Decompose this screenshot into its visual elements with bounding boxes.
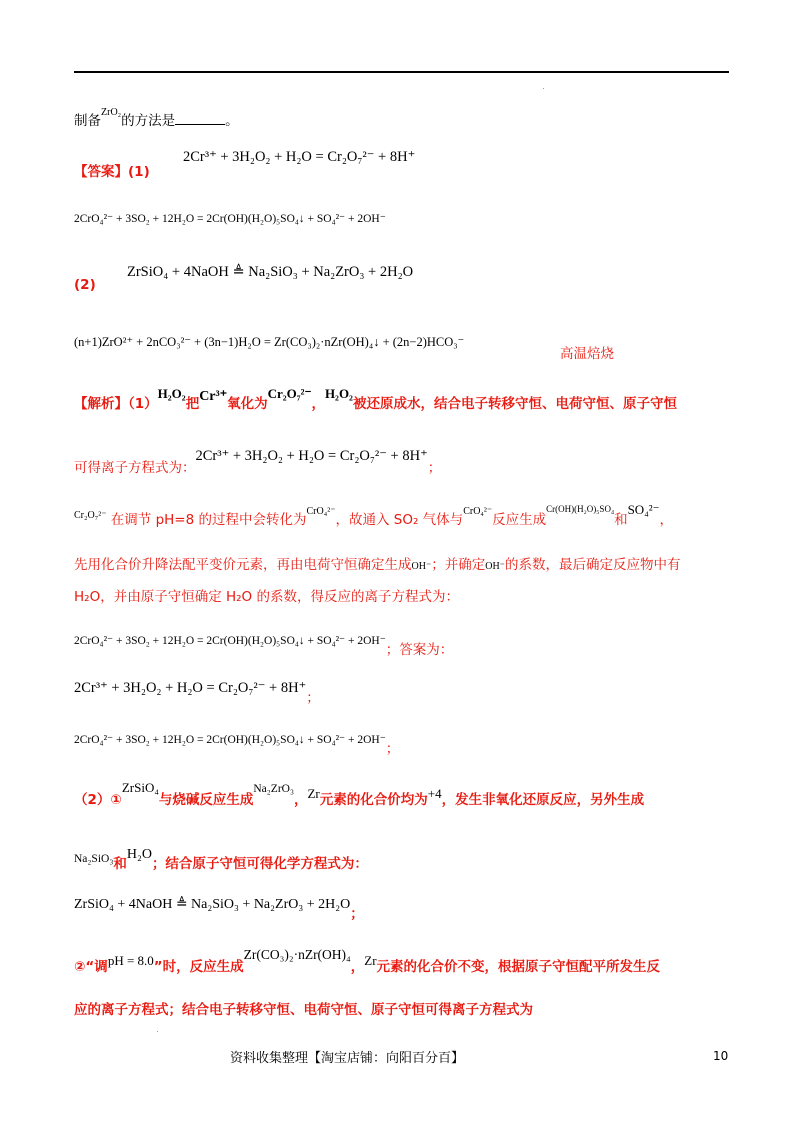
scan-dot bbox=[543, 88, 544, 89]
analysis-line-2: 可得离子方程式为：2Cr³⁺ + 3H₂O₂ + H₂O = Cr₂O₇²⁻ + 8H⁺； bbox=[74, 448, 442, 476]
analysis-part-2-line-2: Na₂SiO₃和H₂O；结合原子守恒可得化学方程式为： bbox=[74, 847, 368, 872]
analysis-part-2-line-5: 应的离子方程式；结合电子转移守恒、电荷守恒、原子守恒可得离子方程式为 bbox=[74, 1002, 533, 1018]
analysis-line-1: 【解析】（1）H₂O₂把Cr³⁺氧化为Cr₂O₇²⁻，H₂O₂被还原成水，结合电子转移守恒、电荷守恒、原子守恒 bbox=[74, 386, 677, 412]
answer-roasting: 高温焙烧 bbox=[560, 346, 614, 362]
answer-number-2: (2) bbox=[74, 277, 96, 293]
answer-heading: 【答案】(1) bbox=[74, 164, 150, 180]
answer-blank bbox=[175, 113, 225, 125]
analysis-line-5: H₂O，并由原子守恒确定 H₂O 的系数，得反应的离子方程式为： bbox=[74, 589, 459, 605]
header-rule bbox=[74, 71, 729, 73]
analysis-line-7: 2Cr³⁺ + 3H₂O₂ + H₂O = Cr₂O₇²⁻ + 8H⁺； bbox=[74, 680, 320, 706]
analysis-part-2-line-1: （2）①ZrSiO₄与烧碱反应生成Na₂ZrO₃，Zr元素的化合价均为+4，发生非氧化还原反应，另外生成 bbox=[74, 780, 645, 808]
answer-equation-3: ZrSiO₄ + 4NaOH ≜ Na₂SiO₃ + Na₂ZrO₃ + 2H₂O bbox=[127, 264, 414, 280]
analysis-line-4: 先用化合价升降法配平变价元素，再由电荷守恒确定生成OH⁻；并确定OH⁻的系数，最后确定反应物中有 bbox=[74, 557, 681, 573]
footer-text: 资料收集整理【淘宝店铺：向阳百分百】 bbox=[230, 1051, 465, 1066]
page-number: 10 bbox=[713, 1049, 729, 1063]
answer-equation-1: 2Cr³⁺ + 3H₂O₂ + H₂O = Cr₂O₇²⁻ + 8H⁺ bbox=[183, 149, 416, 165]
zro2-formula: ZrO₂ bbox=[101, 107, 122, 118]
scan-dot-2 bbox=[157, 1031, 158, 1032]
question-line: 制备$^{ZrO_2}$的方法是 。 bbox=[74, 107, 239, 129]
analysis-line-6: 2CrO₄²⁻ + 3SO₂ + 12H₂O = 2Cr(OH)(H₂O)₅SO₄↓ + SO₄²⁻ + 2OH⁻；答案为： bbox=[74, 635, 454, 658]
answer-equation-4: (n+1)ZrO²⁺ + 2nCO₃²⁻ + (3n−1)H₂O = Zr(CO₃)₂·nZr(OH)₄↓ + (2n−2)HCO₃⁻ bbox=[74, 335, 465, 349]
analysis-part-2-line-3: ZrSiO₄ + 4NaOH ≜ Na₂SiO₃ + Na₂ZrO₃ + 2H₂O； bbox=[74, 897, 364, 922]
analysis-part-2-line-4: ②“调pH = 8.0”时，反应生成Zr(CO₃)₂·nZr(OH)₄，Zr元素的化合价不变，根据原子守恒配平所发生反 bbox=[74, 947, 661, 975]
answer-equation-2: 2CrO₄²⁻ + 3SO₂ + 12H₂O = 2Cr(OH)(H₂O)₅SO₄↓ + SO₄²⁻ + 2OH⁻ bbox=[74, 213, 386, 225]
analysis-line-3: $^{Cr_2O_7^{2-}}$ 在调节 pH=8 的过程中会转化为$^{CrO_4^{2-}}$，故通入 SO₂ 气体与$^{CrO_4^{2-}}$反应生成$^{Cr(OH)(H_2O)_5SO_4}$和SO₄²⁻， bbox=[74, 502, 673, 528]
analysis-line-8: 2CrO₄²⁻ + 3SO₂ + 12H₂O = 2Cr(OH)(H₂O)₅SO₄↓ + SO₄²⁻ + 2OH⁻； bbox=[74, 734, 400, 757]
